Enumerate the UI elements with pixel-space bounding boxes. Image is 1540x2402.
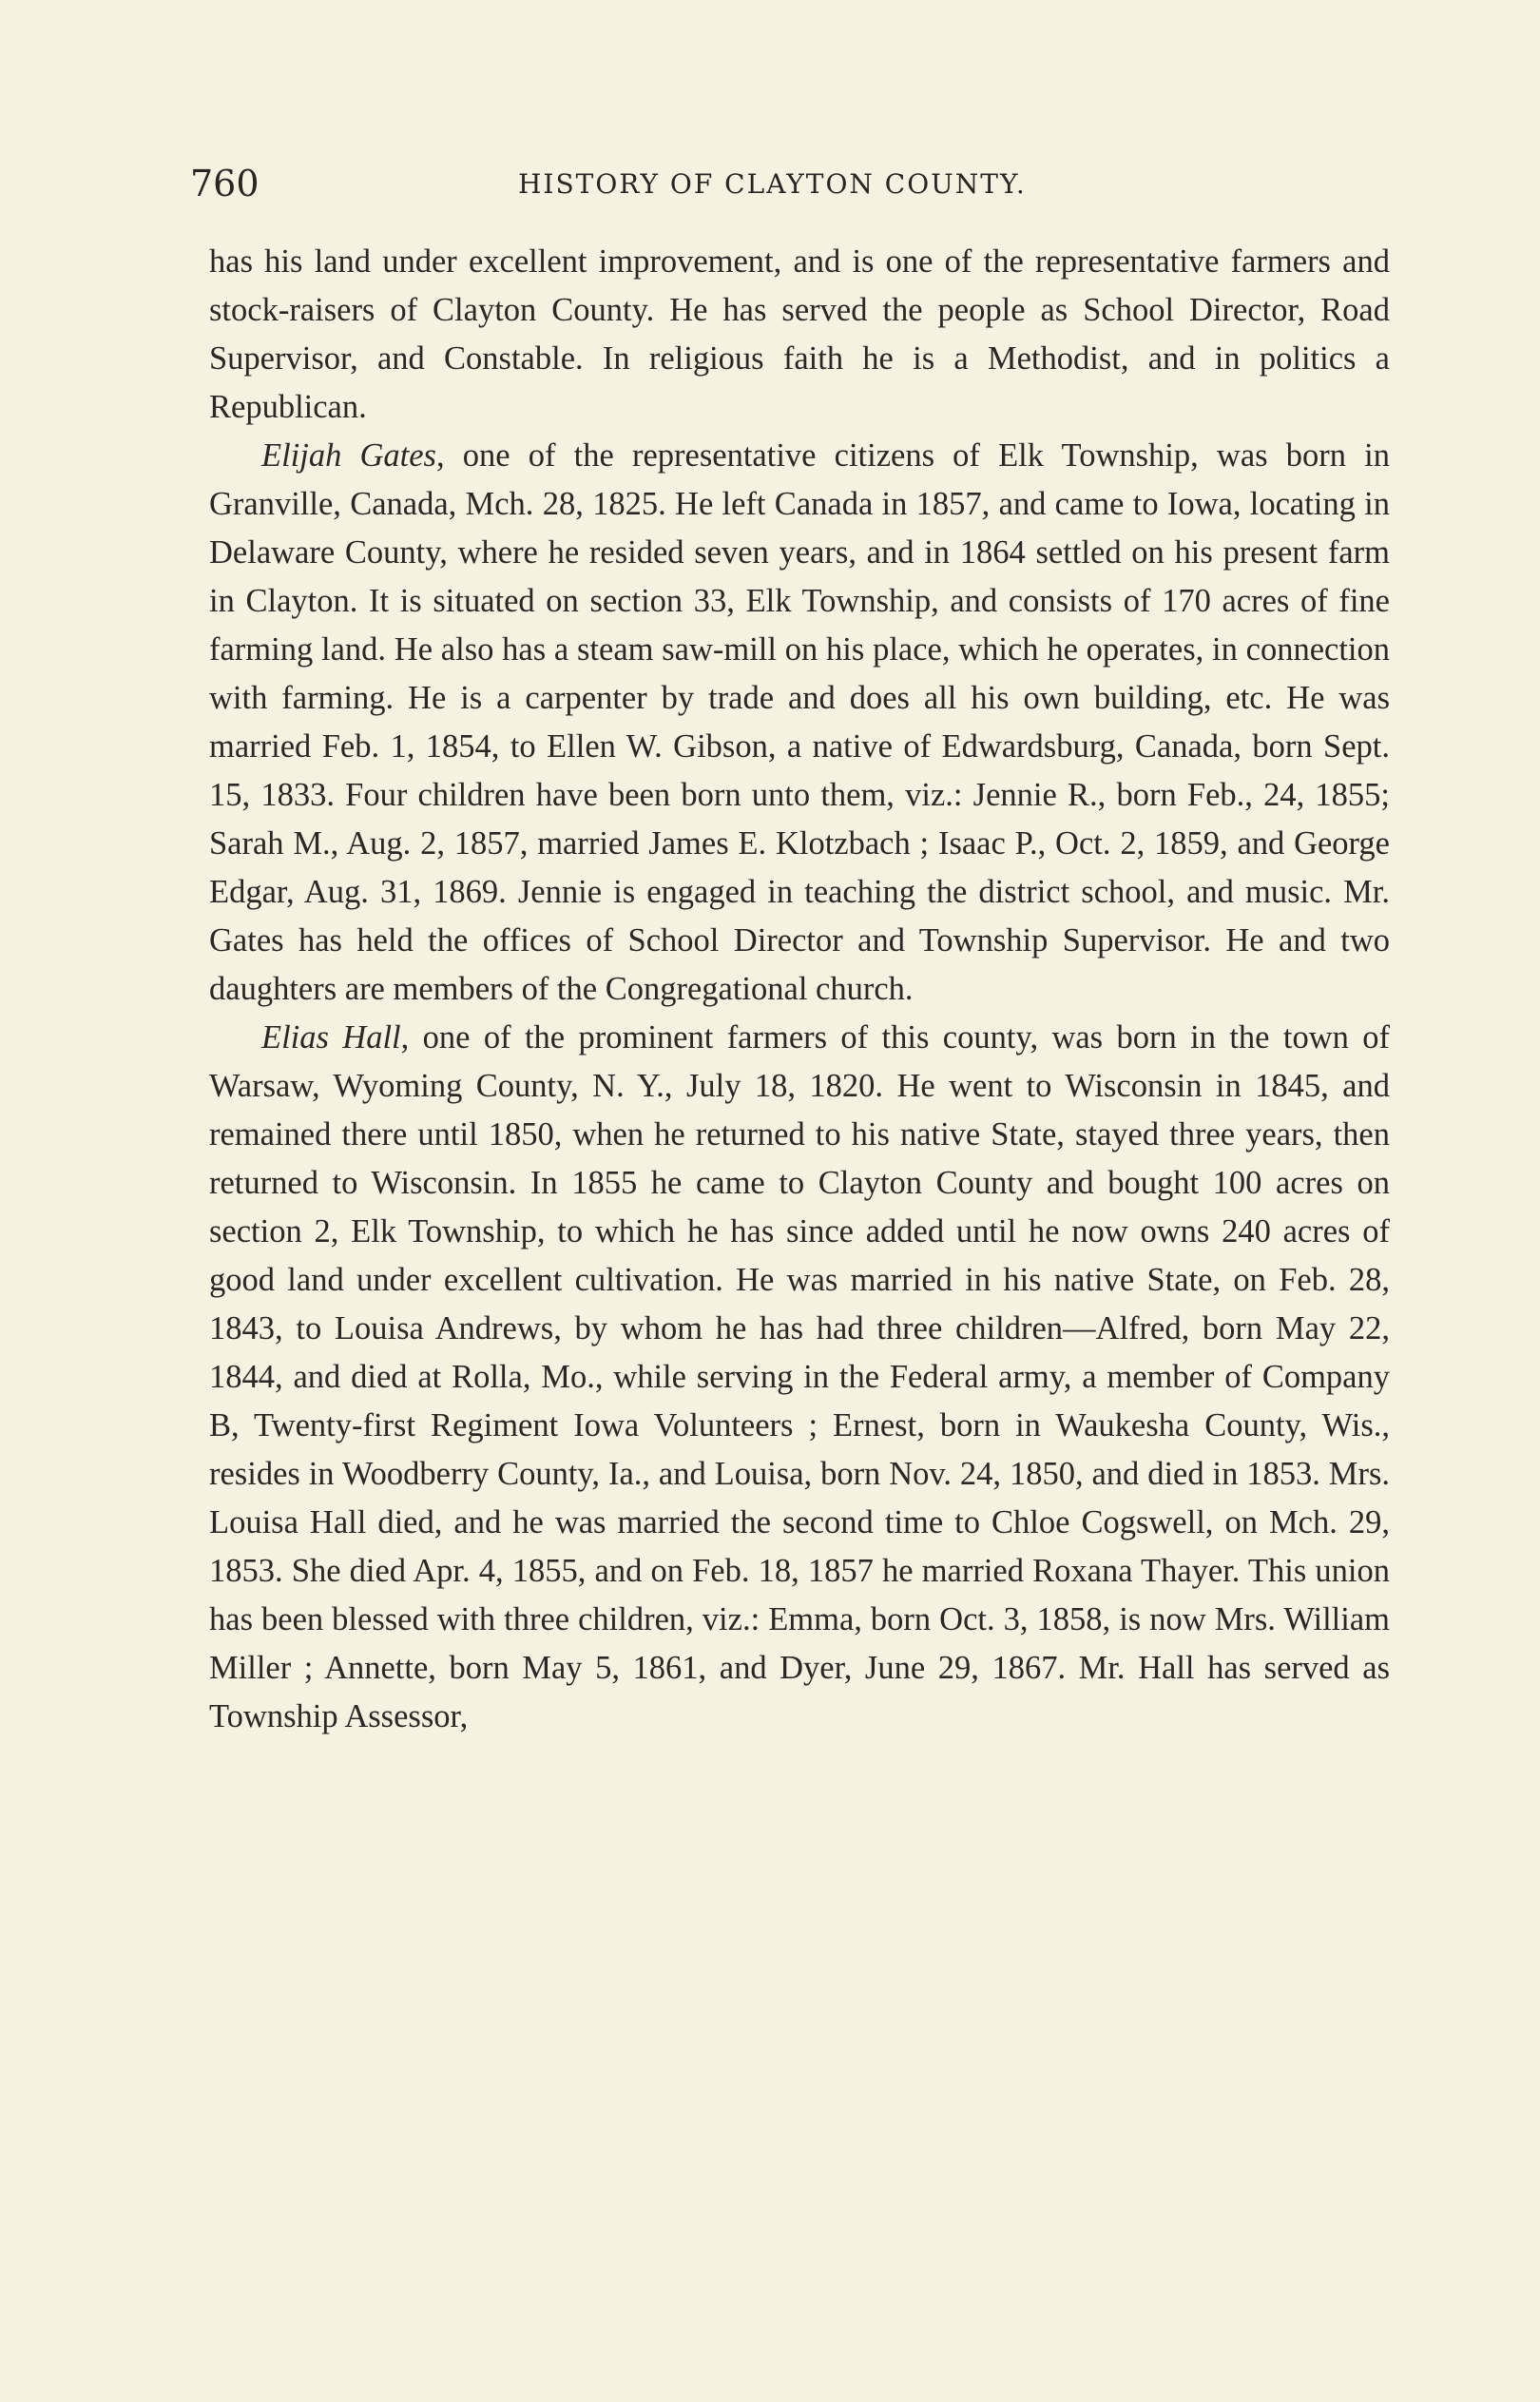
biography-elias-hall — [209, 1014, 1390, 1741]
page-header — [190, 160, 1407, 207]
paragraph-text: has his land under excellent improvement, and is one of the representative farmers and stock-raisers of Clayton County. He has served the people as School Director, Road Supervisor, and Constable. In religious faith he is a Methodist, and in politics a Republican. — [209, 243, 1390, 425]
biography-name: Elias Hall — [261, 1019, 401, 1056]
running-head: HISTORY OF CLAYTON COUNTY. — [518, 168, 1027, 200]
paragraph-continuation — [209, 238, 1390, 432]
body-text — [209, 238, 1390, 1741]
paragraph-text: , one of the prominent farmers of this county, was born in the town of Warsaw, Wyoming County, N. Y., July 18, 1820. He went to Wisconsin in 1845, and remained there until 1850, when he returned to his native State, stayed three years, then returned to Wisconsin. In 1855 he came to Clayton County and bought 100 acres on section 2, Elk Township, to which he has since added until he now owns 240 acres of good land under excellent cultivation. He was married in his native State, on Feb. 28, 1843, to Louisa Andrews, by whom he has had three children—Alfred, born May 22, 1844, and died at Rolla, Mo., while serving in the Federal army, a member of Company B, Twenty-first Regiment Iowa Volunteers ; Ernest, born in Waukesha County, Wis., resides in Woodberry County, Ia., and Louisa, born Nov. 24, 1850, and died in 1853. Mrs. Louisa Hall died, and he was married the second time to Chloe Cogswell, on Mch. 29, 1853. She died Apr. 4, 1855, and on Feb. 18, 1857 he married Roxana Thayer. This union has been blessed with three children, viz.: Emma, born Oct. 3, 1858, is now Mrs. William Miller ; Annette, born May 5, 1861, and Dyer, June 29, 1867. Mr. Hall has served as Township Assessor, — [209, 1019, 1390, 1734]
biography-name: Elijah Gates — [261, 437, 436, 474]
paragraph-text: , one of the representative citizens of Elk Township, was born in Granville, Canada, Mch. 28, 1825. He left Canada in 1857, and came to Iowa, locating in Delaware County, where he resided seven years, and in 1864 settled on his present farm in Clayton. It is situated on section 33, Elk Township, and consists of 170 acres of fine farming land. He also has a steam saw-mill on his place, which he operates, in connection with farming. He is a carpenter by trade and does all his own building, etc. He was married Feb. 1, 1854, to Ellen W. Gibson, a native of Edwardsburg, Canada, born Sept. 15, 1833. Four children have been born unto them, viz.: Jennie R., born Feb., 24, 1855; Sarah M., Aug. 2, 1857, married James E. Klotzbach ; Isaac P., Oct. 2, 1859, and George Edgar, Aug. 31, 1869. Jennie is engaged in teaching the district school, and music. Mr. Gates has held the offices of School Director and Township Supervisor. He and two daughters are members of the Congregational church. — [209, 437, 1390, 1007]
biography-elijah-gates — [209, 432, 1390, 1014]
page-number: 760 — [190, 163, 260, 204]
